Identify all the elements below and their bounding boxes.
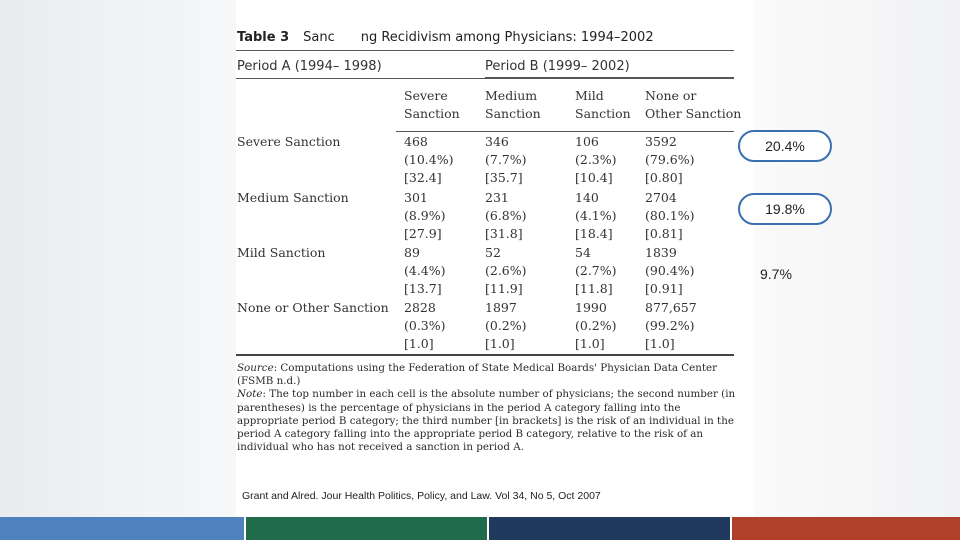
note-paragraph (237, 388, 737, 454)
footer-bar-green (246, 517, 487, 540)
background-left (0, 0, 236, 517)
table-cell: 3592 (645, 134, 677, 149)
source-text: : Computations using the Federation of State Medical Boards' Physician Data Center (FSMB n.d.) (237, 362, 718, 388)
row-label: Severe Sanction (237, 134, 341, 149)
callout-mild: 9.7% (760, 266, 792, 282)
citation: Grant and Alred. Jour Health Politics, Policy, and Law. Vol 34, No 5, Oct 2007 (242, 490, 601, 502)
table-cell: (2.6%) (485, 263, 527, 278)
table-cell: [13.7] (404, 281, 442, 296)
callout-medium: 19.8% (765, 201, 805, 217)
table-cell: 2704 (645, 190, 677, 205)
column-header-line1: Severe (404, 88, 448, 103)
table-cell: (80.1%) (645, 208, 695, 223)
row-label: Medium Sanction (237, 190, 349, 205)
table-cell: 140 (575, 190, 599, 205)
table-cell: 1897 (485, 300, 517, 315)
column-header-line2: Other Sanction (645, 106, 742, 121)
table-cell: (7.7%) (485, 152, 527, 167)
rule-bottom (236, 354, 734, 356)
column-header-line1: Medium (485, 88, 538, 103)
table-cell: (90.4%) (645, 263, 695, 278)
title-part-2: ng Recidivism among Physicians: 1994–2002 (360, 30, 654, 45)
table-cell: 346 (485, 134, 509, 149)
table-cell: (4.1%) (575, 208, 617, 223)
column-header-line1: Mild (575, 88, 604, 103)
table-cell: [18.4] (575, 226, 613, 241)
table-cell: [0.81] (645, 226, 683, 241)
row-label: Mild Sanction (237, 245, 326, 260)
period-b-label: Period B (1999– 2002) (485, 59, 630, 74)
table-title (237, 30, 654, 45)
scanned-table-image (236, 14, 754, 484)
table-cell: (8.9%) (404, 208, 446, 223)
rule-header (396, 131, 734, 132)
table-cell: (0.3%) (404, 318, 446, 333)
note-text: : The top number in each cell is the absolute number of physicians; the second number (in parentheses) is the percentage of physicians in the period A category falling into the appropriate period B category; the third number [in brackets] is the risk of an individual in the period A category falling into the appropriate period B category, relative to the risk of an individual who has not received a sanction in period A. (237, 388, 736, 454)
table-cell: (4.4%) (404, 263, 446, 278)
table-cell: (6.8%) (485, 208, 527, 223)
column-header-line2: Sanction (575, 106, 631, 121)
table-notes (237, 362, 737, 454)
table-cell: (79.6%) (645, 152, 695, 167)
table-cell: 468 (404, 134, 428, 149)
table-label: Table 3 (237, 30, 290, 45)
rule-top (236, 50, 734, 51)
source-note (237, 362, 737, 388)
callout-severe: 20.4% (765, 138, 805, 154)
column-header-line2: Sanction (404, 106, 460, 121)
column-header (485, 88, 541, 121)
period-a-label: Period A (1994– 1998) (237, 59, 382, 74)
table-cell: 301 (404, 190, 428, 205)
table-cell: [11.8] (575, 281, 613, 296)
table-cell: (2.7%) (575, 263, 617, 278)
callout-oval-2 (738, 193, 832, 225)
source-label: Source (237, 362, 274, 374)
column-header-line2: Sanction (485, 106, 541, 121)
footer-bar-blue (0, 517, 244, 540)
table-cell: 106 (575, 134, 599, 149)
callout-oval-1 (738, 130, 832, 162)
table-cell: (2.3%) (575, 152, 617, 167)
table-cell: [0.91] (645, 281, 683, 296)
table-cell: [0.80] (645, 170, 683, 185)
table-cell: 877,657 (645, 300, 697, 315)
rule-period (236, 78, 734, 79)
note-label: Note (237, 388, 263, 401)
column-header-line1: None or (645, 88, 697, 103)
table-cell: 231 (485, 190, 509, 205)
column-header (575, 88, 631, 121)
table-cell: [1.0] (575, 336, 605, 351)
table-cell: (10.4%) (404, 152, 454, 167)
column-header (404, 88, 460, 121)
table-cell: [32.4] (404, 170, 442, 185)
row-label: None or Other Sanction (237, 300, 389, 315)
table-cell: 52 (485, 245, 501, 260)
table-cell: (99.2%) (645, 318, 695, 333)
table-cell: 89 (404, 245, 420, 260)
table-cell: [31.8] (485, 226, 523, 241)
column-header (645, 88, 741, 121)
table-cell: [1.0] (404, 336, 434, 351)
table-cell: 2828 (404, 300, 436, 315)
table-cell: [1.0] (485, 336, 515, 351)
background-right (754, 0, 960, 517)
footer-bar-navy (489, 517, 730, 540)
table-cell: [11.9] (485, 281, 523, 296)
table-cell: 1839 (645, 245, 677, 260)
table-cell: [27.9] (404, 226, 442, 241)
table-cell: 54 (575, 245, 591, 260)
table-cell: (0.2%) (575, 318, 617, 333)
footer-bar-red (732, 517, 960, 540)
table-cell: [35.7] (485, 170, 523, 185)
title-part-1: Sanc (303, 30, 335, 45)
rule-period-b (485, 77, 734, 78)
table-cell: (0.2%) (485, 318, 527, 333)
table-cell: [1.0] (645, 336, 675, 351)
table-cell: [10.4] (575, 170, 613, 185)
table-cell: 1990 (575, 300, 607, 315)
